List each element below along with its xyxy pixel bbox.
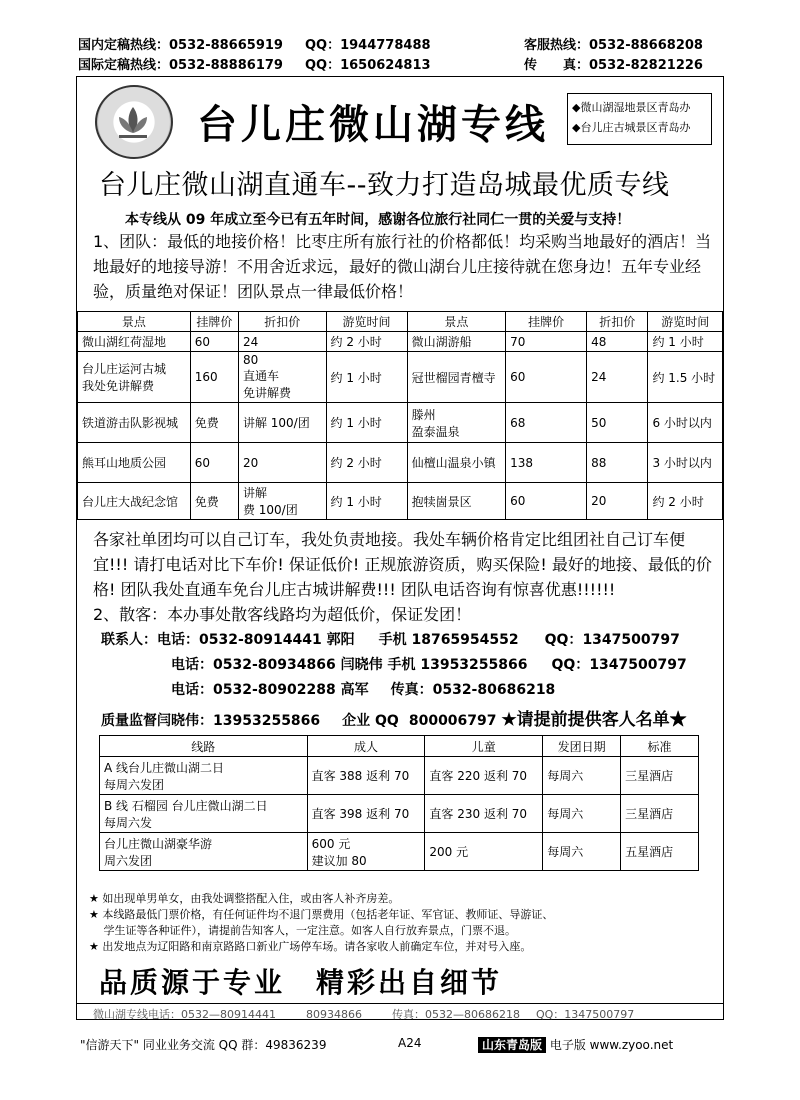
column-header: 挂牌价 — [506, 312, 587, 332]
table-cell: 约 1 小时 — [326, 352, 407, 403]
sight-row — [78, 483, 723, 520]
office-item: ◆微山湖湿地景区青岛办 — [572, 101, 691, 114]
table-cell: 熊耳山地质公园 — [78, 443, 191, 483]
table-cell: 60 — [190, 332, 238, 352]
column-header: 标准 — [621, 736, 699, 757]
note-item: ★ 出发地点为辽阳路和南京路路口新业广场停车场。请各家收人前确定车位，并对号入座。 — [89, 940, 532, 953]
table-cell: 24 — [587, 352, 648, 403]
booking-text: 各家社单团均可以自己订车，我处负责地接。我处车辆价格肯定比组团社自己订车便宜!!! 请打电话对比下车价! 保证低价! 正规旅游资质，购买保险! 最好的地接、最低的价格! 团队我处直通车免台儿庄古城讲解费!!! 团队电话咨询有惊喜优惠!!!!!! — [93, 530, 712, 599]
table-cell: 约 1 小时 — [326, 483, 407, 520]
table-cell: 台儿庄运河古城 我处免讲解费 — [78, 352, 191, 403]
notes — [89, 891, 709, 955]
table-cell: 每周六 — [543, 833, 621, 871]
table-cell: 约 1 小时 — [648, 332, 723, 352]
column-header: 儿童 — [425, 736, 543, 757]
column-header: 游览时间 — [648, 312, 723, 332]
table-cell: 80 直通车 免讲解费 — [238, 352, 326, 403]
sights-table — [77, 311, 723, 520]
table-cell: 抱犊崮景区 — [407, 483, 506, 520]
subhead: 本专线从 09 年成立至今已有五年时间，感谢各位旅行社同仁一贯的关爱与支持！ — [125, 212, 631, 228]
namelist-notice: ★请提前提供客人名单★ — [501, 710, 687, 730]
sight-row — [78, 332, 723, 352]
edition — [478, 1036, 673, 1053]
table-cell: 约 1.5 小时 — [648, 352, 723, 403]
table-cell: 直客 220 返利 70 — [425, 757, 543, 795]
slogan: 品质源于专业 精彩出自细节 — [99, 966, 503, 999]
ad-frame — [76, 76, 724, 1020]
table-cell: 三星酒店 — [621, 795, 699, 833]
column-header: 发团日期 — [543, 736, 621, 757]
column-header: 游览时间 — [326, 312, 407, 332]
offices-box — [567, 93, 712, 145]
table-cell: 微山湖游船 — [407, 332, 506, 352]
table-cell: 台儿庄大战纪念馆 — [78, 483, 191, 520]
note-item: ★ 如出现单男单女，由我处调整搭配入住，或由客人补齐房差。 — [89, 892, 400, 905]
table-cell: A 线台儿庄微山湖二日 每周六发团 — [100, 757, 308, 795]
column-header: 折扣价 — [238, 312, 326, 332]
column-header: 景点 — [78, 312, 191, 332]
table-cell: 48 — [587, 332, 648, 352]
lotus-icon — [111, 101, 155, 141]
table-cell: 讲解 费 100/团 — [238, 483, 326, 520]
table-cell: 3 小时以内 — [648, 443, 723, 483]
table-cell: 三星酒店 — [621, 757, 699, 795]
table-cell: 68 — [506, 403, 587, 443]
table-cell: 60 — [506, 352, 587, 403]
table-cell: 冠世榴园青檀寺 — [407, 352, 506, 403]
contact-line-1: 联系人：电话：0532-80914441 郭阳 手机 18765954552 QQ：1347500797 — [101, 632, 680, 648]
table-cell: 滕州 盈泰温泉 — [407, 403, 506, 443]
table-cell: 50 — [587, 403, 648, 443]
table-cell: 五星酒店 — [621, 833, 699, 871]
intl-hotline: 国际定稿热线：0532-88886179 QQ：1650624813 — [78, 58, 431, 73]
table-cell: 约 2 小时 — [648, 483, 723, 520]
route-row — [100, 833, 699, 871]
sight-row — [78, 443, 723, 483]
route-row — [100, 795, 699, 833]
table-cell: 讲解 100/团 — [238, 403, 326, 443]
column-header: 景点 — [407, 312, 506, 332]
table-cell: 60 — [190, 443, 238, 483]
table-cell: 微山湖红荷湿地 — [78, 332, 191, 352]
table-cell: 24 — [238, 332, 326, 352]
note-item: ★ 本线路最低门票价格，有任何证件均不退门票费用（包括老年证、军官证、教师证、导游证、 — [89, 908, 554, 921]
sight-row — [78, 352, 723, 403]
table-cell: 约 2 小时 — [326, 443, 407, 483]
column-header: 折扣价 — [587, 312, 648, 332]
table-cell: 20 — [238, 443, 326, 483]
contact-line-3: 电话：0532-80902288 高军 传真：0532-80686218 — [171, 682, 556, 698]
column-header: 线路 — [100, 736, 308, 757]
page-number: A24 — [398, 1036, 422, 1050]
individual-text: 2、散客：本办事处散客线路均为超低价，保证发团！ — [93, 605, 472, 624]
headline: 台儿庄微山湖直通车--致力打造岛城最优质专线 — [99, 170, 670, 201]
table-cell: 直客 398 返利 70 — [307, 795, 425, 833]
table-cell: 每周六 — [543, 757, 621, 795]
edition-link[interactable]: 电子版 www.zyoo.net — [549, 1038, 674, 1052]
sight-row — [78, 403, 723, 443]
line-contact-footer: 微山湖专线电话：0532—80914441 80934866 传真：0532—80686218 QQ：1347500797 — [77, 1003, 723, 1022]
supervisor-line: 质量监督闫晓伟：13953255866 企业 QQ 800006797 ★请提前提供客人名单★ — [101, 710, 687, 730]
routes-table — [99, 735, 699, 871]
table-cell: 160 — [190, 352, 238, 403]
table-cell: 免费 — [190, 483, 238, 520]
table-cell: 台儿庄微山湖豪华游 周六发团 — [100, 833, 308, 871]
column-header: 成人 — [307, 736, 425, 757]
table-cell: B 线 石榴园 台儿庄微山湖二日 每周六发 — [100, 795, 308, 833]
table-cell: 约 2 小时 — [326, 332, 407, 352]
table-cell: 约 1 小时 — [326, 403, 407, 443]
qq-group: "信游天下" 同业业务交流 QQ 群：49836239 — [80, 1038, 327, 1052]
contact-line-2: 电话：0532-80934866 闫晓伟 手机 13953255866 QQ：1347500797 — [171, 657, 687, 673]
lotus-logo-icon — [95, 85, 173, 159]
table-cell: 20 — [587, 483, 648, 520]
fax-line: 传 真：0532-82821226 — [524, 58, 703, 73]
table-cell: 70 — [506, 332, 587, 352]
edition-badge: 山东青岛版 — [478, 1037, 546, 1053]
table-cell: 88 — [587, 443, 648, 483]
table-cell: 每周六 — [543, 795, 621, 833]
note-item: 学生证等各种证件），请提前告知客人，一定注意。如客人自行放弃景点，门票不退。 — [89, 924, 516, 937]
brand-title: 台儿庄微山湖专线 — [197, 101, 549, 148]
table-cell: 200 元 — [425, 833, 543, 871]
table-cell: 仙檀山温泉小镇 — [407, 443, 506, 483]
table-cell: 直客 230 返利 70 — [425, 795, 543, 833]
table-cell: 60 — [506, 483, 587, 520]
group-intro: 1、团队：最低的地接价格！比枣庄所有旅行社的价格都低！均采购当地最好的酒店！当地最好的地接导游！不用舍近求远，最好的微山湖台儿庄接待就在您身边！五年专业经验，质量绝对保证！团队景点一律最低价格！ — [93, 232, 712, 301]
column-header: 挂牌价 — [190, 312, 238, 332]
office-item: ◆台儿庄古城景区青岛办 — [572, 121, 691, 134]
domestic-hotline: 国内定稿热线：0532-88665919 QQ：1944778488 — [78, 38, 431, 53]
table-cell: 免费 — [190, 403, 238, 443]
table-cell: 铁道游击队影视城 — [78, 403, 191, 443]
table-cell: 600 元 建议加 80 — [307, 833, 425, 871]
table-cell: 直客 388 返利 70 — [307, 757, 425, 795]
route-row — [100, 757, 699, 795]
table-cell: 6 小时以内 — [648, 403, 723, 443]
service-hotline: 客服热线：0532-88668208 — [524, 38, 703, 53]
table-cell: 138 — [506, 443, 587, 483]
